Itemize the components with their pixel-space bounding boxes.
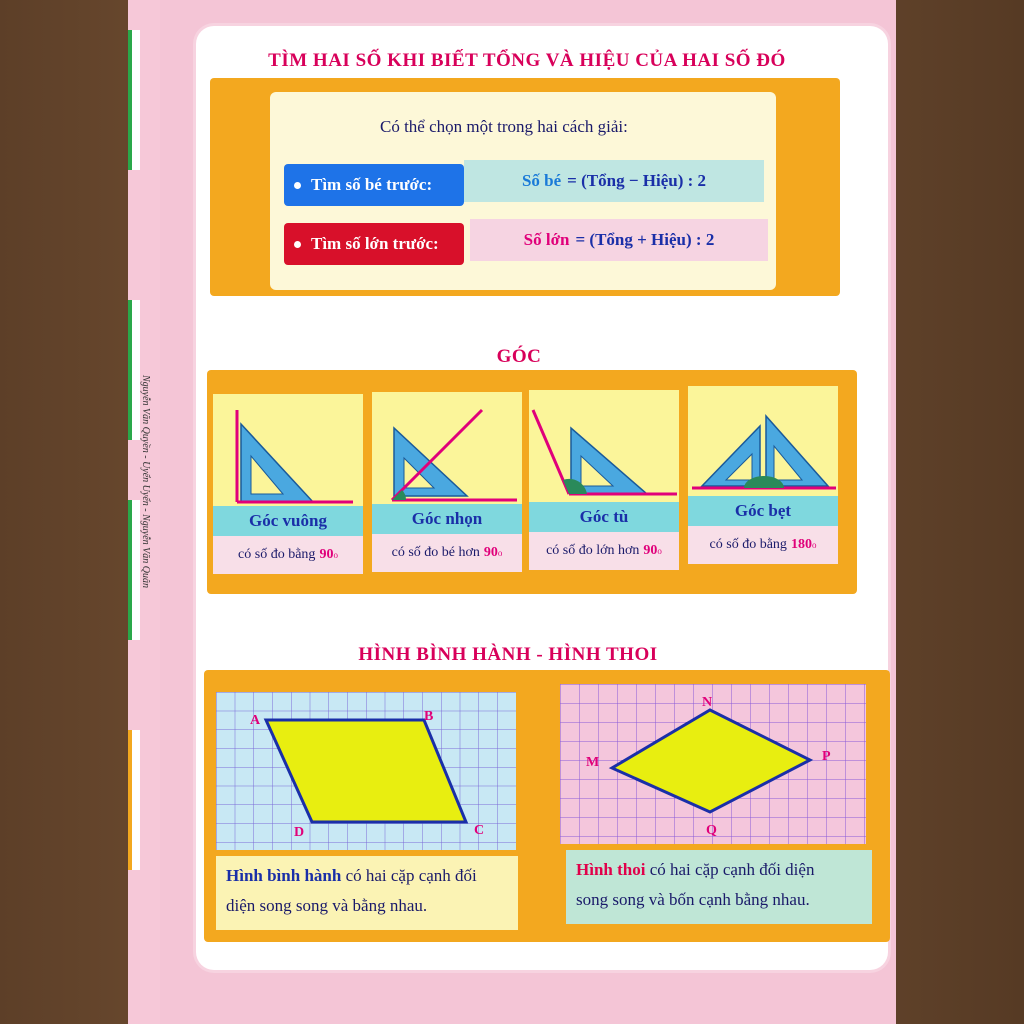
large-first-label [284,223,464,265]
angle-value: 90 [483,545,498,560]
angle-name: Góc nhọn [372,504,522,534]
left-tab [128,300,140,440]
vertex-label: A [250,713,261,728]
left-tab [128,730,140,870]
section2-title: GÓC [496,346,542,367]
vertex-label: Q [706,823,717,838]
angle-card-acute [372,392,522,576]
section1-intro: Có thể chọn một trong hai cách giải: [380,117,628,136]
straight-angle-icon [688,386,838,496]
acute-angle-icon [372,392,522,504]
formula-name: Số lớn [523,230,570,249]
formula-name: Số bé [521,171,562,190]
angle-desc-text: có số đo bằng [238,547,316,562]
rhombus-text [566,850,872,924]
angle-illustration [688,386,838,496]
authors-text: Nguyễn Văn Quyền - Uyển Uyển - Nguyễn Văn Quân [140,375,151,588]
large-formula [470,219,768,261]
parallelogram-figure [216,692,516,850]
angle-desc [213,536,363,574]
small-first-label [284,164,464,206]
angle-desc [529,532,679,570]
left-tab [128,500,140,640]
rhombus-line1: có hai cặp cạnh đối diện [649,860,815,879]
section1-title: TÌM HAI SỐ KHI BIẾT TỔNG VÀ HIỆU CỦA HAI SỐ ĐÓ [268,50,786,71]
section3-title: HÌNH BÌNH HÀNH - HÌNH THOI [358,644,658,665]
right-angle-icon [213,394,363,506]
angle-unit: o [497,548,503,558]
angle-desc-text: có số đo bé hơn [391,545,480,560]
angle-value: 90 [319,547,334,562]
vertex-label: B [424,709,434,724]
parallelogram-line2: diện song song và bằng nhau. [226,896,428,915]
angle-name: Góc vuông [213,506,363,536]
vertex-label: P [822,749,831,764]
small-first-text: Tìm số bé trước: [311,175,433,194]
angle-value: 180 [790,537,812,552]
angle-card-right [213,394,363,578]
rhombus-term: Hình thoi [576,860,646,879]
angle-unit: o [333,550,338,560]
parallelogram-line1: có hai cặp cạnh đối [345,866,477,885]
vertex-label: M [586,755,600,770]
angle-unit: o [657,546,662,556]
angle-desc [688,526,838,564]
angle-desc-text: có số đo bằng [709,537,787,552]
vertex-label: D [294,825,305,840]
rhombus-figure [560,684,866,844]
angle-unit: o [811,540,817,550]
angle-illustration [372,392,522,504]
angle-card-straight [688,386,838,570]
angle-card-obtuse [529,390,679,574]
bullet-icon [294,241,301,248]
obtuse-angle-icon [529,390,679,502]
rhombus-line2: song song và bốn cạnh bằng nhau. [576,890,810,909]
parallelogram-text [216,856,518,930]
vertex-label: C [474,823,485,838]
formula-rest: = (Tổng − Hiệu) : 2 [567,171,707,190]
angle-desc-text: có số đo lớn hơn [546,543,640,558]
parallelogram-term: Hình bình hành [226,866,342,885]
formula-rest: = (Tổng + Hiệu) : 2 [575,230,715,249]
angle-illustration [213,394,363,506]
angle-illustration [529,390,679,502]
angle-name: Góc bẹt [688,496,838,526]
large-first-text: Tìm số lớn trước: [311,234,439,253]
small-formula [464,160,764,202]
angle-value: 90 [643,543,658,558]
angle-desc [372,534,522,572]
parallelogram-grid [216,692,516,850]
rhombus-grid [560,684,866,844]
angle-name: Góc tù [529,502,679,532]
vertex-label: N [702,695,713,710]
bullet-icon [294,182,301,189]
